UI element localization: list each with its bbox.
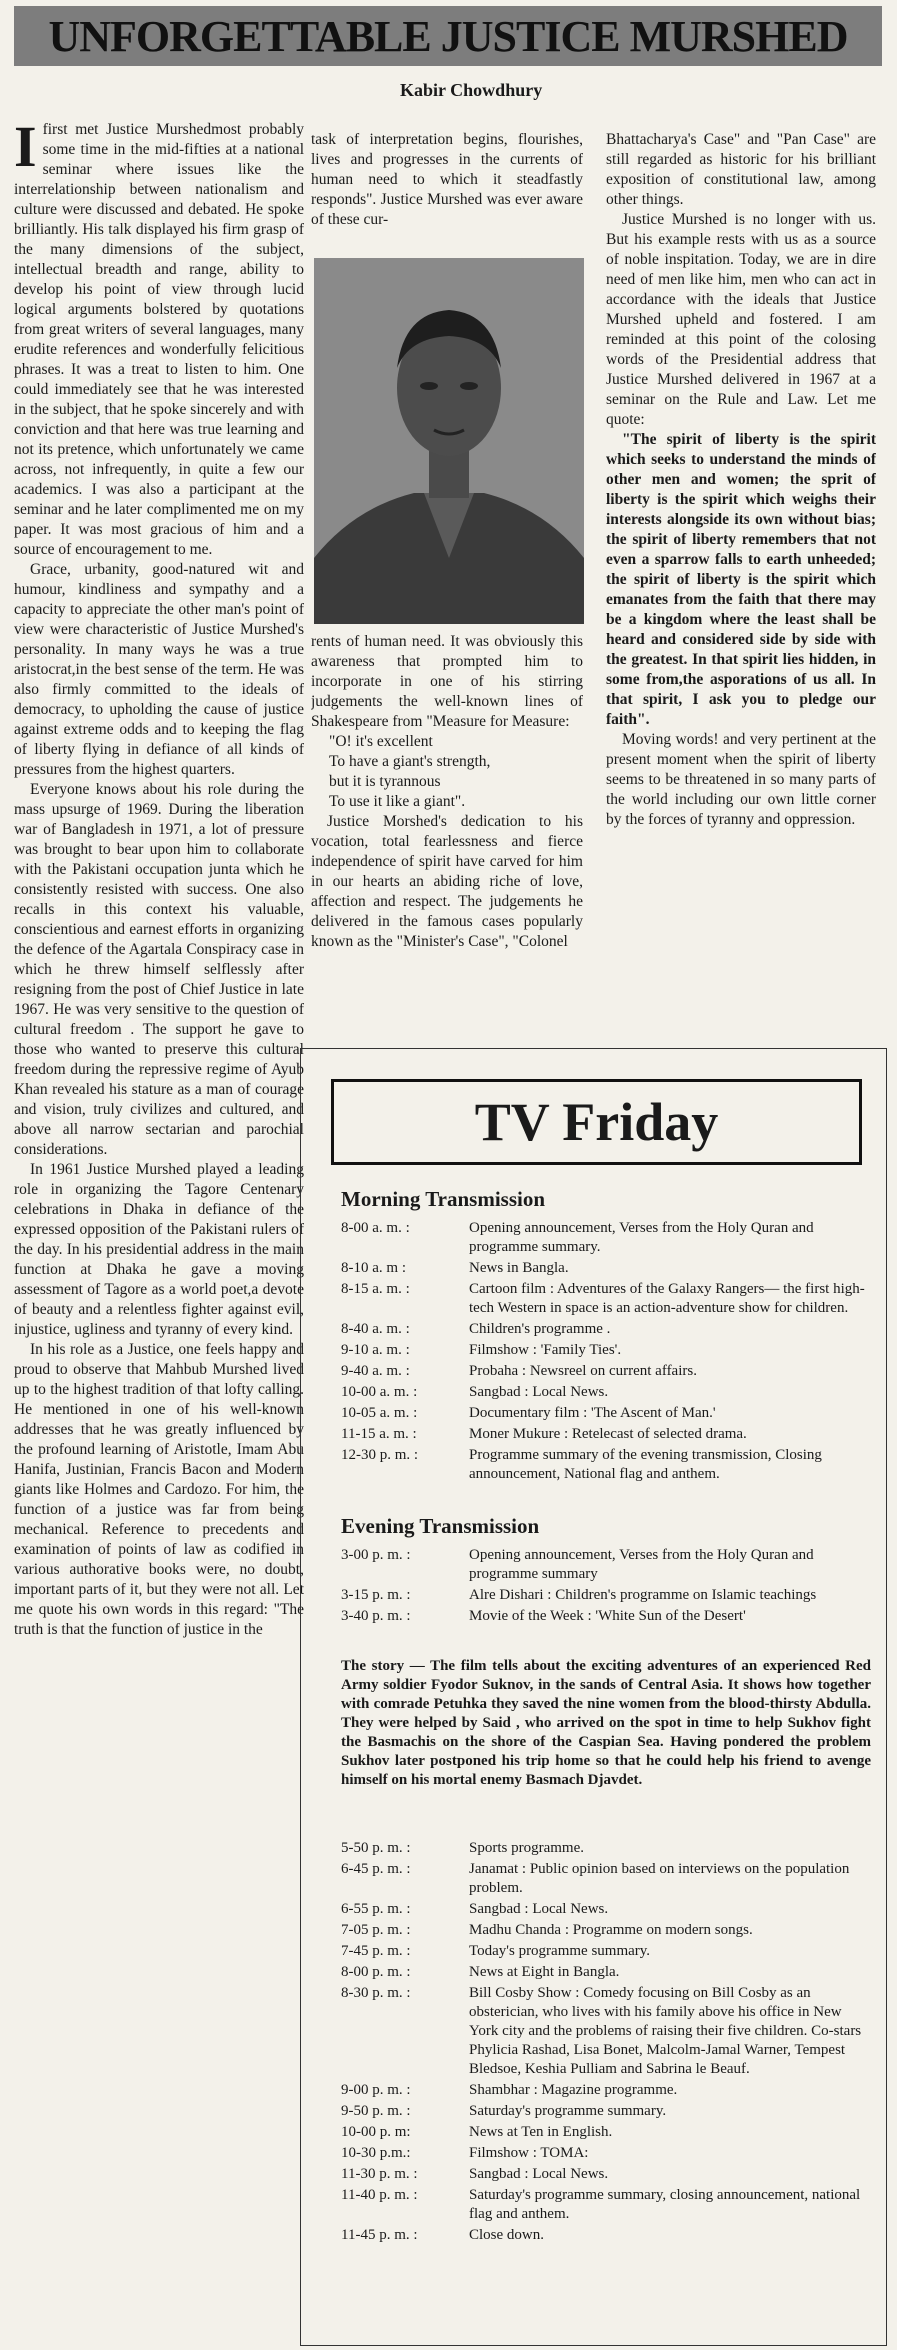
quote-line: "O! it's excellent: [329, 733, 433, 750]
schedule-description: Cartoon film : Adventures of the Galaxy Rangers— the first high-tech Western in space is an action-adventure show for children.: [469, 1281, 865, 1316]
article-paragraph: rents of human need. It was obviously this awareness that prompted him to incorporate in one of his stirring judgements the well-known lines of Shakespeare from "Measure for Measure:: [311, 633, 583, 730]
schedule-row: [341, 1546, 871, 1584]
article-paragraph: "The spirit of liberty is the spirit which seeks to understand the minds of other men and women; the sprit of liberty is the spirit which weighs their interests alongside its own without bias; the spirit of liberty remembers that not even a sparrow falls to earth unheeded; the spirit of liberty is the spirit which emanates from the faith that there may be a kingdom where the least shall be heard and considered side by side with the greatest. In that spirit lies hidden, in some from,the asporations of us all. In that spirit, I ask you to pledge our faith".: [606, 431, 876, 728]
morning-schedule: [341, 1219, 871, 1486]
article-column-1: [14, 120, 304, 2340]
byline: Kabir Chowdhury: [400, 80, 543, 100]
article-paragraph: Moving words! and very pertinent at the present moment when the spirit of liberty seems to be threatened in so many parts of the world including our own little corner by the forces of tyranny and oppression.: [606, 731, 876, 828]
article-column-2-top: [311, 130, 583, 250]
portrait-illustration: [314, 258, 584, 624]
schedule-row: [341, 1383, 871, 1402]
schedule-description: News in Bangla.: [469, 1260, 569, 1276]
schedule-description: Programme summary of the evening transmission, Closing announcement, National flag and anthem.: [469, 1447, 822, 1482]
evening-heading: Evening Transmission: [341, 1514, 540, 1538]
tv-title-frame: [331, 1079, 862, 1165]
schedule-row: [341, 1607, 871, 1626]
schedule-row: [341, 2226, 871, 2245]
schedule-description: News at Ten in English.: [469, 2124, 613, 2140]
schedule-time: 9-40 a. m. :: [341, 1363, 410, 1379]
schedule-description: Sangbad : Local News.: [469, 1384, 609, 1400]
schedule-row: [341, 1839, 871, 1858]
schedule-description: Opening announcement, Verses from the Holy Quran and programme summary.: [469, 1220, 814, 1255]
schedule-description: Opening announcement, Verses from the Holy Quran and programme summary: [469, 1547, 814, 1582]
schedule-time: 9-10 a. m. :: [341, 1342, 410, 1358]
schedule-time: 8-30 p. m. :: [341, 1985, 411, 2001]
schedule-row: [341, 1280, 871, 1318]
schedule-time: 8-40 a. m. :: [341, 1321, 410, 1337]
article-paragraph: Bhattacharya's Case" and "Pan Case" are still regarded as historic for his brilliant exposition of constitutional law, among other things.: [606, 131, 876, 208]
schedule-row: [341, 1586, 871, 1605]
schedule-description: Close down.: [469, 2227, 544, 2243]
schedule-row: [341, 2144, 871, 2163]
quote-line: but it is tyrannous: [329, 773, 441, 790]
schedule-description: Bill Cosby Show : Comedy focusing on Bill Cosby as an obsterician, who lives with his family above his office in New York city and the problems of raising their five children. Co-stars Phylicia Rashad, Lisa Bonet, Malcolm-Jamal Warner, Tempest Bledsoe, Keshia Pulliam and Sabrina le Beauf.: [469, 1985, 862, 2077]
schedule-row: [341, 2081, 871, 2100]
schedule-time: 12-30 p. m. :: [341, 1447, 419, 1463]
schedule-time: 11-15 a. m. :: [341, 1426, 417, 1442]
schedule-time: 11-40 p. m. :: [341, 2187, 418, 2203]
schedule-time: 7-45 p. m. :: [341, 1943, 411, 1959]
schedule-description: Movie of the Week : 'White Sun of the Desert': [469, 1608, 746, 1624]
schedule-description: Moner Mukure : Retelecast of selected drama.: [469, 1426, 747, 1442]
schedule-time: 3-15 p. m. :: [341, 1587, 411, 1603]
schedule-row: [341, 1921, 871, 1940]
schedule-description: Today's programme summary.: [469, 1943, 651, 1959]
article-column-3: [606, 130, 876, 1035]
morning-heading: Morning Transmission: [341, 1187, 546, 1211]
drop-cap: I: [14, 120, 37, 179]
schedule-time: 10-00 p. m:: [341, 2124, 411, 2140]
schedule-time: 9-00 p. m. :: [341, 2082, 411, 2098]
schedule-description: Children's programme .: [469, 1321, 611, 1337]
article-headline: UNFORGETTABLE JUSTICE MURSHED: [48, 11, 848, 61]
schedule-row: [341, 1860, 871, 1898]
quote-line: To have a giant's strength,: [329, 753, 491, 770]
movie-story: The story — The film tells about the exciting adventures of an experienced Red Army soldier Fyodor Suknov, in the sands of Central Asia. It shows how together with comrade Petuhka they saved the nine women from the blood-thirsty Abdulla. They were helped by Said , who arrived on the spot in time to help Sukhov fight the Basmachis on the shore of the Caspian Sea. Having pondered the problem Sukhov later postponed his trip home so that he could help his friend to avenge himself on his mortal enemy Basmach Djavdet.: [341, 1658, 871, 1788]
schedule-row: [341, 2123, 871, 2142]
schedule-row: [341, 1320, 871, 1339]
schedule-row: [341, 2102, 871, 2121]
quote-line: To use it like a giant".: [329, 793, 466, 810]
schedule-description: Saturday's programme summary, closing announcement, national flag and anthem.: [469, 2187, 861, 2222]
schedule-row: [341, 1219, 871, 1257]
schedule-time: 6-55 p. m. :: [341, 1901, 411, 1917]
schedule-description: Filmshow : 'Family Ties'.: [469, 1342, 622, 1358]
evening-schedule-part-1: [341, 1546, 871, 1628]
schedule-description: News at Eight in Bangla.: [469, 1964, 620, 1980]
masthead-banner: [14, 6, 882, 66]
schedule-description: Sangbad : Local News.: [469, 1901, 609, 1917]
article-paragraph: Justice Morshed's dedication to his vocation, total fearlessness and fierce independence of spirit have carved for him in our hearts an abiding riche of love, affection and respect. The judgements he delivered in the famous cases popularly known as the "Minister's Case", "Colonel: [311, 813, 583, 950]
article-paragraph: Ifirst met Justice Murshedmost probably some time in the mid-fifties at a national seminar where issues like the interrelationship between nationalism and culture were discussed and debated. He spoke brilliantly. His talk displayed his firm grasp of the many dimensions of the subject, intellectual breadth and range, ability to develop his point of view through lucid logical arguments bolstered by quotations from great writers of several languages, many erudite references and wonderfully felicitious phrases. It was a treat to listen to him. One could immediately see that he was interested in the subject, that he spoke sincerely and with conviction and that here was true learning and not its pretence, which unfortunately we came across, not infrequently, in quite a few our academics. I was also a participant at the seminar and he later complimented me on my paper. It was most gracious of him and a source of encouragement to me.: [14, 120, 304, 558]
schedule-description: Sangbad : Local News.: [469, 2166, 609, 2182]
schedule-row: [341, 1900, 871, 1919]
schedule-description: Shambhar : Magazine programme.: [469, 2082, 678, 2098]
schedule-row: [341, 1259, 871, 1278]
schedule-time: 8-00 p. m. :: [341, 1964, 411, 1980]
schedule-time: 10-00 a. m. :: [341, 1384, 418, 1400]
schedule-time: 11-45 p. m. :: [341, 2227, 418, 2243]
article-paragraph: task of interpretation begins, flourishes, lives and progresses in the currents of human need to which it steadfastly responds". Justice Murshed was ever aware of these cur-: [311, 131, 583, 228]
tv-schedule-box: [300, 1048, 887, 2346]
schedule-time: 7-05 p. m. :: [341, 1922, 411, 1938]
schedule-row: [341, 2165, 871, 2184]
schedule-row: [341, 1404, 871, 1423]
schedule-time: 8-00 a. m. :: [341, 1220, 410, 1236]
schedule-row: [341, 1425, 871, 1444]
schedule-time: 11-30 p. m. :: [341, 2166, 418, 2182]
article-column-2-bottom: [311, 632, 583, 1040]
schedule-time: 8-15 a. m. :: [341, 1281, 410, 1297]
schedule-row: [341, 1341, 871, 1360]
portrait-photo: [314, 258, 584, 624]
schedule-description: Probaha : Newsreel on current affairs.: [469, 1363, 697, 1379]
schedule-description: Alre Dishari : Children's programme on Islamic teachings: [469, 1587, 817, 1603]
schedule-row: [341, 1362, 871, 1381]
evening-schedule-part-2: [341, 1839, 871, 2247]
schedule-row: [341, 1963, 871, 1982]
schedule-row: [341, 2186, 871, 2224]
schedule-description: Filmshow : TOMA:: [469, 2145, 589, 2161]
article-paragraph: Grace, urbanity, good-natured wit and humour, kindliness and sympathy and a capacity to appreciate the other man's point of view were characteristic of Justice Murshed's personality. In many ways he was a true aristocrat,in the best sense of the term. He was also firmly committed to the ideals of democracy, to upholding the cause of justice against extreme odds and to keeping the flag of liberty flying in defiance of all kinds of pressures from the highest quarters.: [14, 561, 304, 778]
schedule-row: [341, 1446, 871, 1484]
schedule-time: 5-50 p. m. :: [341, 1840, 411, 1856]
schedule-row: [341, 1942, 871, 1961]
schedule-time: 9-50 p. m. :: [341, 2103, 411, 2119]
tv-title: TV Friday: [474, 1092, 719, 1152]
article-paragraph: Justice Murshed is no longer with us. But his example rests with us as a source of noble inspitation. Today, we are in dire need of men like him, men who can act in accordance with the ideals that Justice Murshed upheld and fostered. I am reminded at this point of the colosing words of the Presidential address that Justice Murshed delivered in 1967 at a seminar on the Rule and Law. Let me quote:: [606, 211, 876, 428]
schedule-row: [341, 1984, 871, 2079]
schedule-description: Saturday's programme summary.: [469, 2103, 667, 2119]
schedule-time: 8-10 a. m :: [341, 1260, 406, 1276]
article-paragraph: Everyone knows about his role during the mass upsurge of 1969. During the liberation war of Bangladesh in 1971, a lot of pressure was brought to bear upon him to collaborate with the Pakistani occupation junta which he consistently resisted with success. One also recalls in this context his valuable, conscientious and earnest efforts in organizing the defence of the Agartala Conspiracy case in which he threw himself selflessly after resigning from the post of Chief Justice in late 1967. He was very sensitive to the question of cultural freedom . The support he gave to those who wanted to preserve this cultural freedom during the repressive regime of Ayub Khan revealed his stature as a man of courage and vision, truly civilizes and cultured, and above all narrow sectarian and parochial considerations.: [14, 781, 304, 1158]
article-paragraph: In his role as a Justice, one feels happy and proud to observe that Mahbub Murshed lived up to the highest tradition of that lofty calling. He mentioned in one of his well-known addresses that he was greatly influenced by the profound learning of Aristotle, Imam Abu Hanifa, Justinian, Francis Bacon and Modern giants like Holmes and Cardozo. For him, the function of a justice was far from being mechanical. Reference to precedents and examination of points of law as codified in various authorative books were, no doubt, important parts of it, but they were not all. Let me quote his own words in this regard: "The truth is that the function of justice in the: [14, 1341, 304, 1638]
schedule-time: 3-40 p. m. :: [341, 1608, 411, 1624]
schedule-description: Sports programme.: [469, 1840, 584, 1856]
schedule-time: 10-30 p.m.:: [341, 2145, 411, 2161]
schedule-description: Documentary film : 'The Ascent of Man.': [469, 1405, 716, 1421]
article-paragraph: In 1961 Justice Murshed played a leading role in organizing the Tagore Centenary celebrations in Dhaka in defiance of the expressed opposition of the Pakistani rulers of the day. In his presidential address in the main function at Dhaka he gave a moving assessment of Tagore as a world poet,a devote of beauty and a relentless fighter against evil, injustice, ugliness and tyranny of every kind.: [14, 1161, 304, 1338]
schedule-time: 3-00 p. m. :: [341, 1547, 411, 1563]
schedule-description: Janamat : Public opinion based on interviews on the population problem.: [469, 1861, 850, 1896]
schedule-time: 10-05 a. m. :: [341, 1405, 418, 1421]
schedule-time: 6-45 p. m. :: [341, 1861, 411, 1877]
schedule-description: Madhu Chanda : Programme on modern songs.: [469, 1922, 753, 1938]
